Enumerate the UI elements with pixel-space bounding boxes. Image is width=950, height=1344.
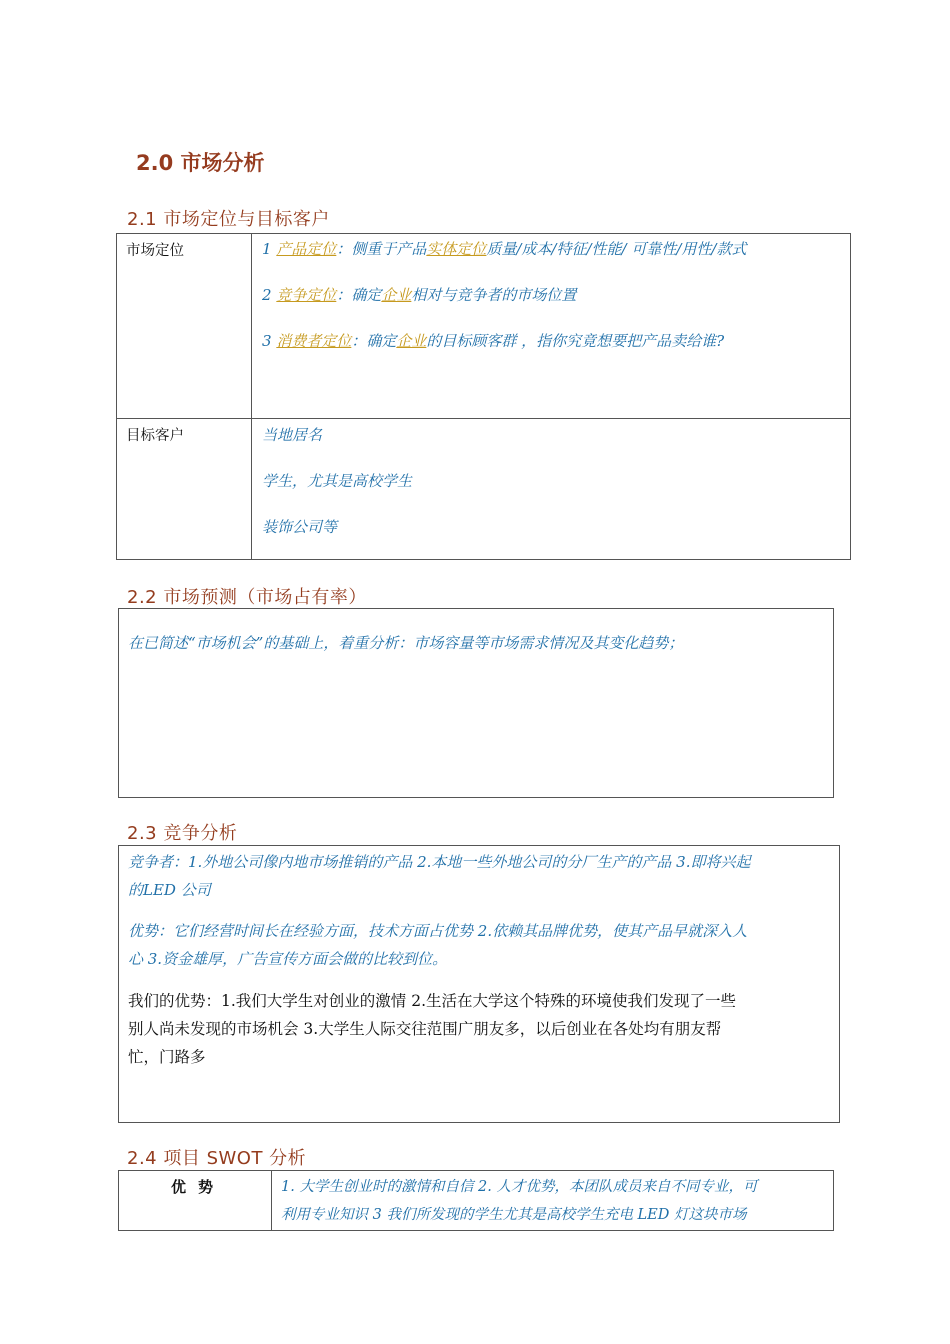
swot-label-strengths: 优势: [171, 1178, 226, 1196]
consumer-positioning-link[interactable]: 消费者定位: [276, 332, 352, 350]
target-item: 当地居名: [262, 426, 323, 444]
row-label-target-customers: 目标客户: [126, 428, 184, 444]
section-heading-2-3: 2.3 竞争分析: [127, 823, 238, 844]
target-item: 学生，尤其是高校学生: [262, 472, 413, 490]
entity-positioning-link[interactable]: 实体定位: [426, 240, 487, 258]
our-advantage-line: 我们的优势：1.我们大学生对创业的激情 2.生活在大学这个特殊的环境使我们发现了一些: [128, 992, 737, 1010]
rival-advantage-line: 心 3.资金雄厚，广告宣传方面会做的比较到位。: [128, 950, 448, 968]
competition-box: [118, 845, 840, 1123]
positioning-line-3: 3 消费者定位：确定企业的目标顾客群 ，指你究竟想要把产品卖给谁?: [262, 332, 725, 350]
competitive-positioning-link[interactable]: 竞争定位: [276, 286, 337, 304]
positioning-table: [116, 233, 851, 560]
strengths-line: 利用专业知识 3 我们所发现的学生尤其是高校学生充电 LED 灯这块市场: [281, 1207, 747, 1223]
positioning-line-2: 2 竞争定位：确定企业相对与竞争者的市场位置: [262, 286, 577, 304]
target-item: 装饰公司等: [262, 518, 338, 536]
our-advantage-line: 忙，门路多: [128, 1048, 206, 1066]
section-heading-2-1: 2.1 市场定位与目标客户: [127, 209, 330, 230]
section-heading-2-4: 2.4 项目 SWOT 分析: [127, 1148, 307, 1169]
forecast-text: 在已简述“市场机会”的基础上，着重分析：市场容量等市场需求情况及其变化趋势；: [128, 634, 684, 652]
competitors-line: 的LED 公司: [128, 881, 211, 899]
enterprise-link-2[interactable]: 企业: [396, 332, 427, 350]
strengths-line: 1. 大学生创业时的激情和自信 2. 人才优势，本团队成员来自不同专业，可: [281, 1179, 758, 1195]
enterprise-link[interactable]: 企业: [381, 286, 412, 304]
table-divider: [251, 234, 252, 559]
swot-table: [118, 1170, 834, 1231]
our-advantage-line: 别人尚未发现的市场机会 3.大学生人际交往范围广朋友多，以后创业在各处均有朋友帮: [128, 1020, 722, 1038]
table-divider: [271, 1171, 272, 1230]
positioning-line-1: 1 产品定位：侧重于产品实体定位质量/成本/特征/性能/ 可靠性/用性/款式: [262, 240, 747, 258]
table-row-divider: [117, 418, 850, 419]
competitors-line: 竞争者：1.外地公司像内地市场推销的产品 2.本地一些外地公司的分厂生产的产品 3.即将兴起: [128, 853, 751, 871]
product-positioning-link[interactable]: 产品定位: [276, 240, 337, 258]
rival-advantage-line: 优势：它们经营时间长在经验方面，技术方面占优势 2.依赖其品牌优势，使其产品早就深入人: [128, 922, 748, 940]
row-label-market-positioning: 市场定位: [126, 243, 184, 259]
forecast-box: [118, 608, 834, 798]
section-heading-2-2: 2.2 市场预测（市场占有率）: [127, 587, 367, 608]
section-title-main: 2.0 市场分析: [136, 151, 265, 175]
